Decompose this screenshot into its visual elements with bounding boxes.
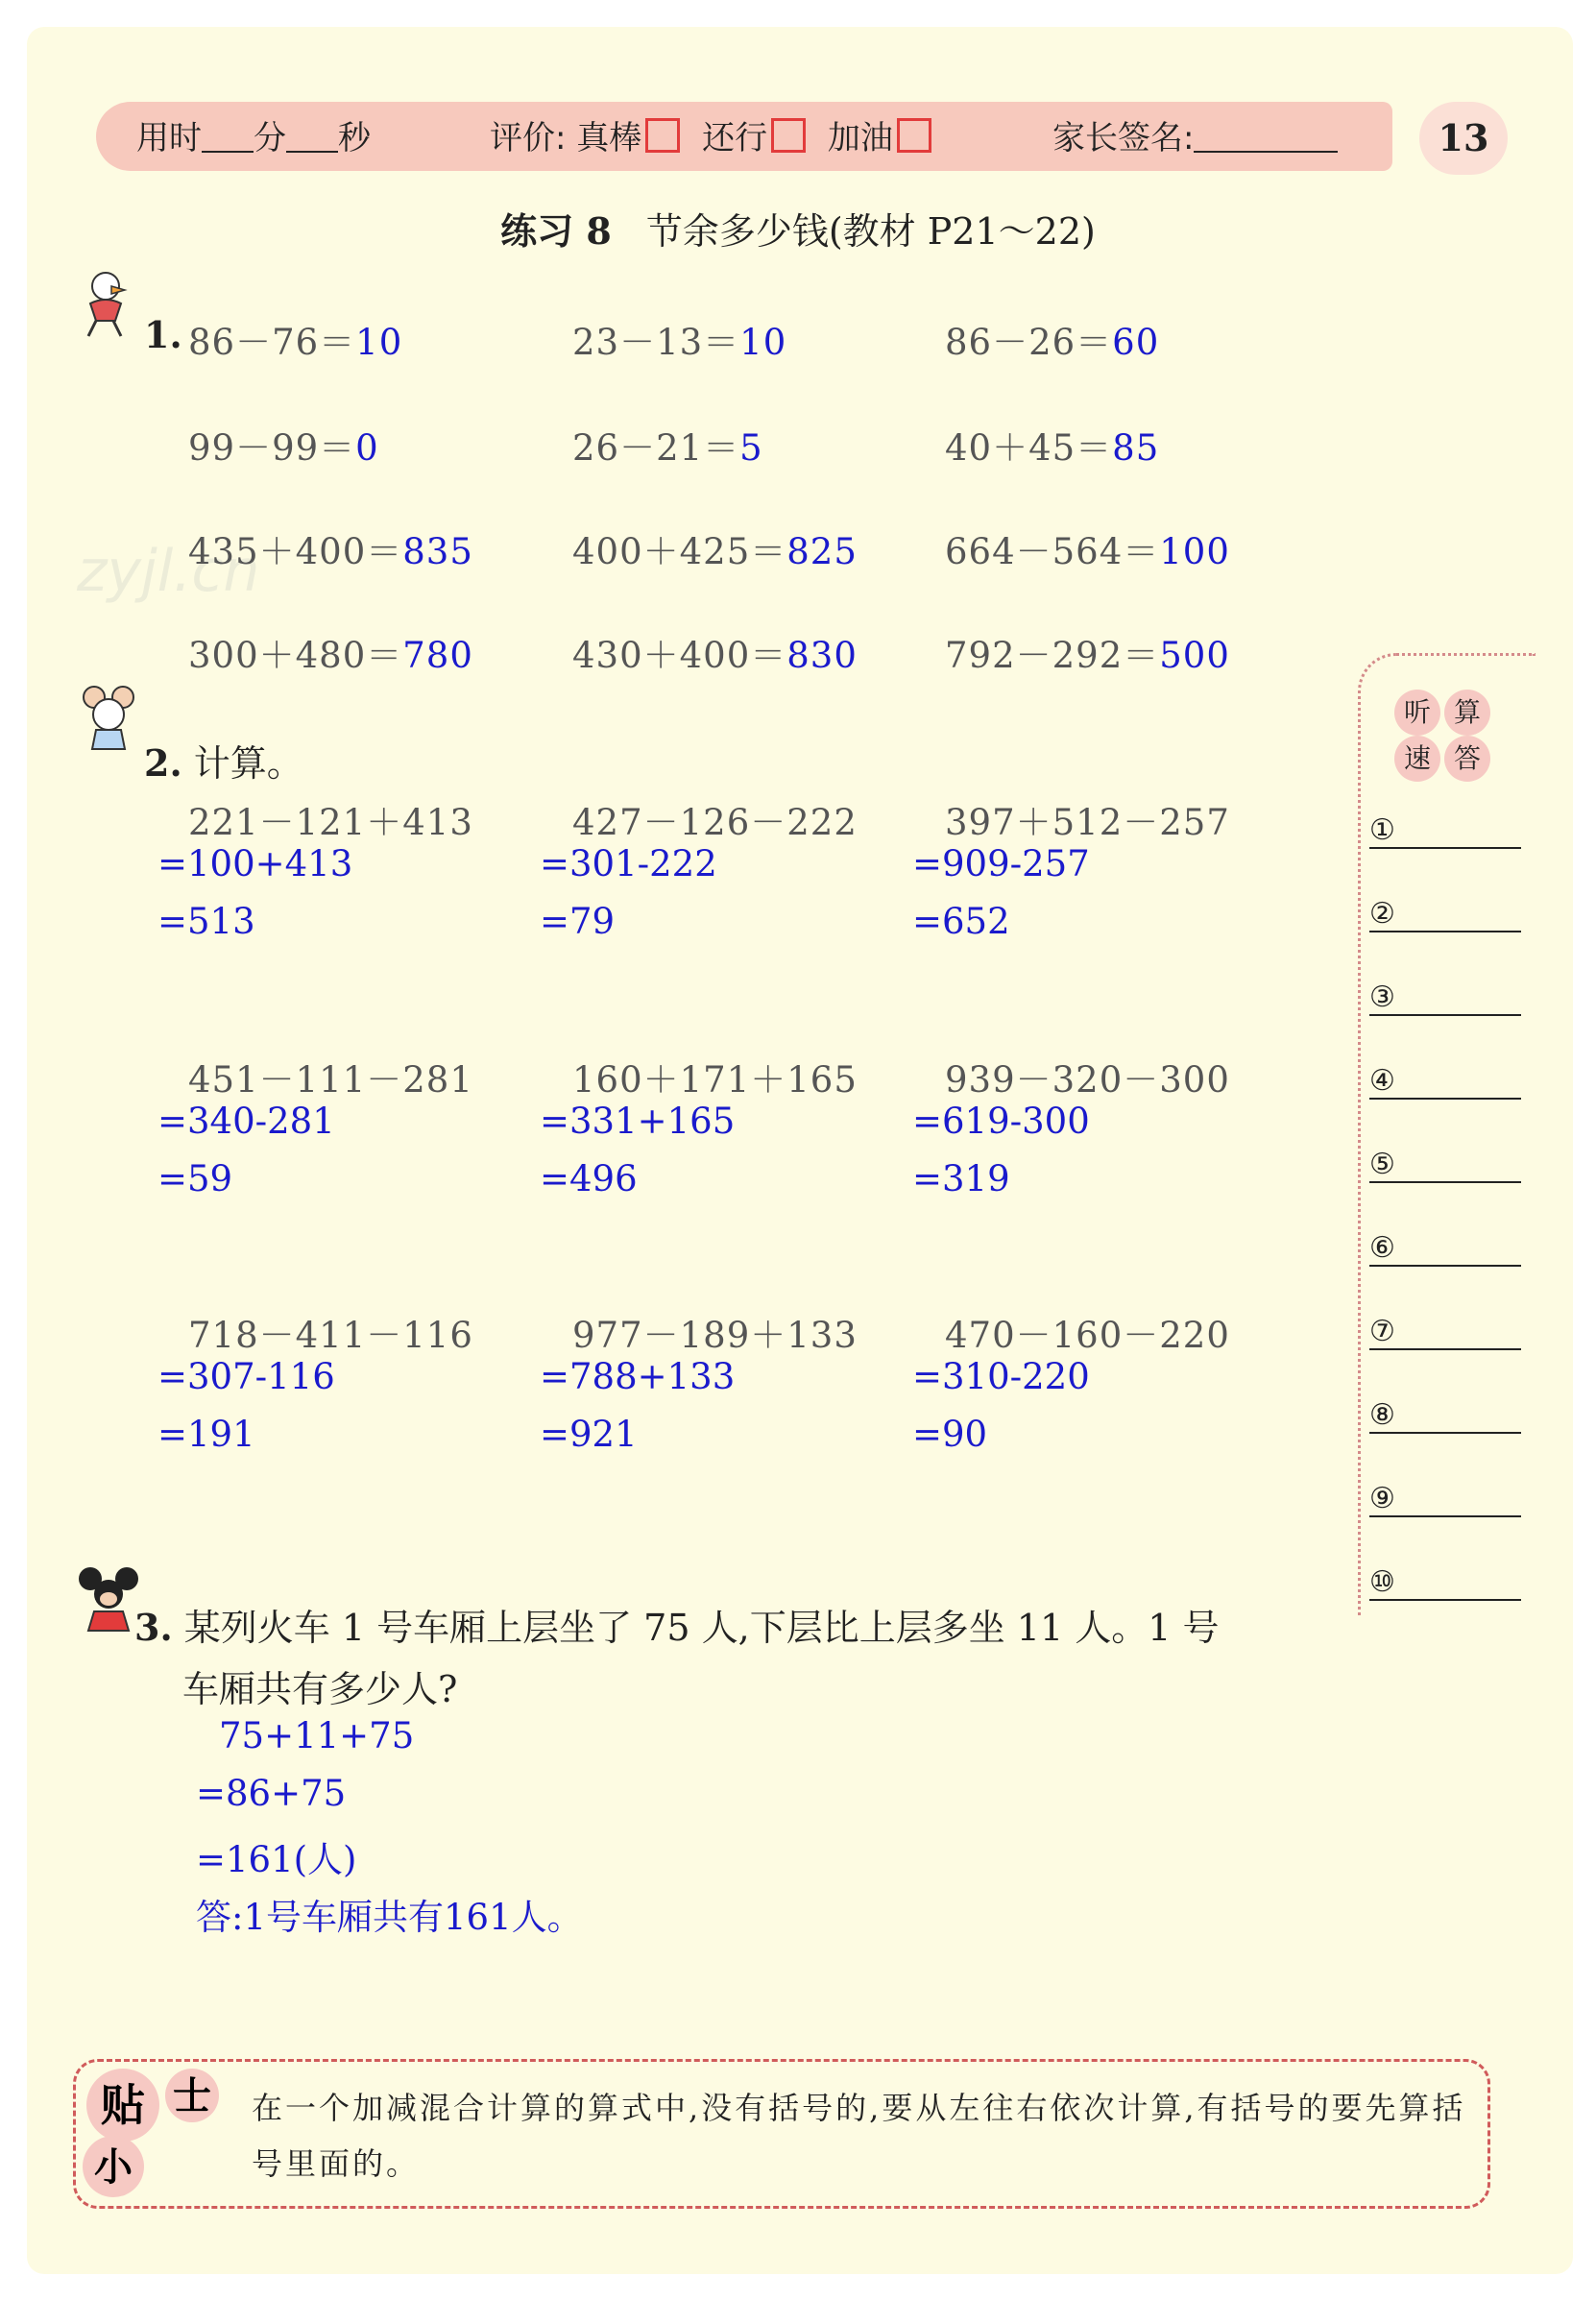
q2-result: =921 [540, 1414, 638, 1455]
q1-problem: 430＋400＝830 [572, 635, 858, 676]
q3-answer: 答:1号车厢共有161人。 [196, 1897, 583, 1938]
q1-answer: 780 [402, 635, 473, 676]
q2-step: =331+165 [540, 1101, 736, 1142]
q3-work-line2: =86+75 [196, 1773, 347, 1814]
q1-answer: 10 [739, 322, 787, 363]
mental-math-title: 听 算 速 答 [1385, 690, 1500, 782]
q2-step: =310-220 [912, 1356, 1090, 1397]
watermark: zyjl.cn [77, 538, 260, 605]
duck-mascot-icon [67, 269, 150, 340]
tip-badge-char3: 小 [94, 2145, 133, 2190]
q1-problem: 300＋480＝780 [188, 635, 473, 676]
mental-math-answer-line[interactable]: ① [1369, 814, 1521, 849]
page-title: 练习 8 节余多少钱(教材 P21～22) [500, 209, 1096, 253]
checkbox-great[interactable] [645, 118, 680, 153]
q1-problem: 86－26＝60 [945, 322, 1160, 363]
q2-result: =79 [540, 901, 616, 942]
tip-badge-char2: 士 [173, 2074, 211, 2118]
mental-math-answer-line[interactable]: ⑤ [1369, 1149, 1521, 1183]
q2-result: =496 [540, 1158, 638, 1199]
q2-problem: 160＋171＋165 [572, 1059, 858, 1101]
q1-problem: 23－13＝10 [572, 322, 787, 363]
q2-step: =307-116 [157, 1356, 335, 1397]
tip-badge [77, 2059, 221, 2203]
checkbox-ok[interactable] [771, 118, 806, 153]
q2-result: =319 [912, 1158, 1010, 1199]
tip-badge-char1: 贴 [101, 2079, 145, 2131]
q1-answer: 10 [355, 322, 403, 363]
time-field: 用时 分 秒 [136, 119, 371, 157]
q1-answer: 0 [355, 427, 379, 469]
q2-step: =100+413 [157, 843, 353, 884]
q2-problem: 451－111－281 [188, 1059, 473, 1101]
evaluation: 评价: 真棒 还行 加油 [490, 111, 931, 158]
grade-ok: 还行 [702, 119, 768, 157]
mental-math-panel [1358, 653, 1536, 1616]
mental-math-answer-line[interactable]: ② [1369, 898, 1521, 932]
mouse-mascot-icon [67, 684, 150, 755]
q1-answer: 825 [786, 531, 858, 572]
mental-math-answer-line[interactable]: ④ [1369, 1065, 1521, 1100]
mental-math-answer-line[interactable]: ⑧ [1369, 1399, 1521, 1434]
q2-problem: 397＋512－257 [945, 802, 1230, 843]
q2-result: =191 [157, 1414, 255, 1455]
q2-problem: 427－126－222 [572, 802, 858, 843]
q3-text-line2: 车厢共有多少人? [182, 1668, 458, 1710]
q2-step: =788+133 [540, 1356, 736, 1397]
tip-text: 在一个加减混合计算的算式中,没有括号的,要从左往右依次计算,有括号的要先算括号里面的。 [252, 2090, 1466, 2182]
mental-math-answer-line[interactable]: ⑩ [1369, 1566, 1521, 1601]
checkbox-try[interactable] [897, 118, 931, 153]
q1-problem: 400＋425＝825 [572, 531, 858, 572]
q1-problem: 26－21＝5 [572, 427, 763, 469]
grade-great: 真棒 [576, 119, 642, 157]
q2-problem: 221－121＋413 [188, 802, 473, 843]
q1-problem: 664－564＝100 [945, 531, 1230, 572]
q2-result: =513 [157, 901, 255, 942]
q2-result: =652 [912, 901, 1010, 942]
grade-try: 加油 [827, 119, 893, 157]
q2-result: =90 [912, 1414, 988, 1455]
q1-answer: 500 [1159, 635, 1230, 676]
q2-step: =340-281 [157, 1101, 335, 1142]
q2-problem: 718－411－116 [188, 1315, 473, 1356]
parent-signature: 家长签名: [1052, 111, 1338, 158]
q2-problem: 977－189＋133 [572, 1315, 858, 1356]
mental-math-answer-line[interactable]: ⑦ [1369, 1316, 1521, 1350]
q2-step: =619-300 [912, 1101, 1090, 1142]
q2-step: =301-222 [540, 843, 717, 884]
q3-work-line3: =161(人) [196, 1839, 357, 1880]
q1-problem: 86－76＝10 [188, 322, 403, 363]
q2-problem: 939－320－300 [945, 1059, 1230, 1101]
q2-heading: 2. 计算。 [144, 741, 303, 785]
mental-math-answer-line[interactable]: ③ [1369, 981, 1521, 1016]
q1-problem: 40＋45＝85 [945, 427, 1160, 469]
q2-problem: 470－160－220 [945, 1315, 1230, 1356]
q1-answer: 5 [739, 427, 763, 469]
q1-problem: 435＋400＝835 [188, 531, 473, 572]
mental-math-answer-line[interactable]: ⑥ [1369, 1232, 1521, 1267]
q1-problem: 99－99＝0 [188, 427, 379, 469]
q3-work-line1: 75+11+75 [219, 1715, 415, 1756]
q3-text-line1: 3. 某列火车 1 号车厢上层坐了 75 人,下层比上层多坐 11 人。1 号 [134, 1606, 1220, 1649]
q1-number: 1. [144, 313, 182, 356]
mental-math-answer-line[interactable]: ⑨ [1369, 1483, 1521, 1517]
q1-answer: 60 [1112, 322, 1160, 363]
q1-answer: 835 [402, 531, 473, 572]
q1-answer: 830 [786, 635, 858, 676]
q1-answer: 100 [1159, 531, 1230, 572]
q1-answer: 85 [1112, 427, 1160, 469]
q1-problem: 792－292＝500 [945, 635, 1230, 676]
page-number: 13 [1419, 102, 1508, 175]
q2-step: =909-257 [912, 843, 1090, 884]
q2-result: =59 [157, 1158, 233, 1199]
